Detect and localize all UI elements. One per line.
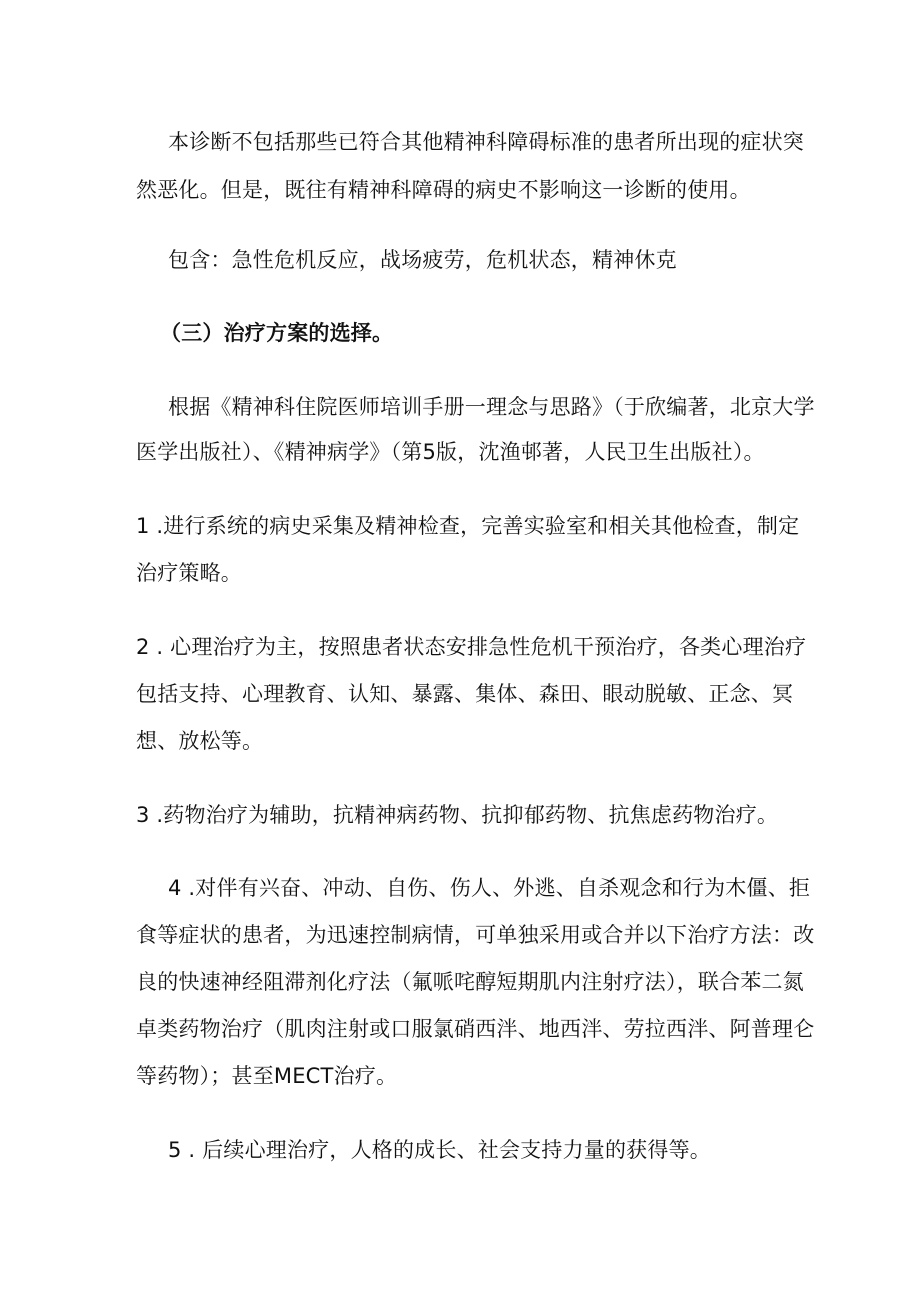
list-item-5-line-1: 5 . 后续心理治疗，人格的成长、社会支持力量的获得等。 [168, 1138, 711, 1162]
list-item-4-line-5: 等药物）；甚至MECT治疗。 [136, 1064, 398, 1088]
list-item-4-line-1: 4 .对伴有兴奋、冲动、自伤、伤人、外逃、自杀观念和行为木僵、拒 [168, 876, 811, 900]
list-item-4-line-3: 良的快速神经阻滞剂化疗法（氟哌咤醇短期肌内注射疗法），联合苯二氮 [136, 970, 804, 994]
paragraph-exclusion-line-1: 本诊断不包括那些已符合其他精神科障碍标准的患者所出现的症状突 [168, 130, 804, 154]
list-item-2-line-1: 2 . 心理治疗为主，按照患者状态安排急性危机干预治疗，各类心理治疗 [136, 635, 807, 659]
list-item-1-line-2: 治疗策略。 [136, 561, 242, 585]
list-item-4-line-2: 食等症状的患者，为迅速控制病情，可单独采用或合并以下治疗方法：改 [136, 923, 815, 947]
list-item-1-line-1: 1 .进行系统的病史采集及精神检查，完善实验室和相关其他检查，制定 [136, 514, 800, 538]
section-heading: （三）治疗方案的选择。 [160, 321, 394, 345]
list-item-3-line-1: 3 .药物治疗为辅助，抗精神病药物、抗抑郁药物、抗焦虑药物治疗。 [136, 803, 779, 827]
list-item-2-line-2: 包括支持、心理教育、认知、暴露、集体、森田、眼动脱敏、正念、冥 [136, 682, 794, 706]
paragraph-exclusion-line-2: 然恶化。但是，既往有精神科障碍的病史不影响这一诊断的使用。 [136, 178, 751, 202]
paragraph-includes: 包含：急性危机反应，战场疲劳，危机状态，精神休克 [168, 248, 677, 272]
paragraph-reference-line-1: 根据《精神科住院医师培训手册一理念与思路》（于欣编著，北京大学 [168, 395, 815, 419]
list-item-4-line-4: 卓类药物治疗（肌肉注射或口服氯硝西泮、地西泮、劳拉西泮、阿普理仑 [136, 1017, 815, 1041]
paragraph-reference-line-2: 医学出版社）、《精神病学》（第5版，沈渔邨著，人民卫生出版社）。 [136, 440, 765, 464]
list-item-2-line-3: 想、放松等。 [136, 729, 264, 753]
